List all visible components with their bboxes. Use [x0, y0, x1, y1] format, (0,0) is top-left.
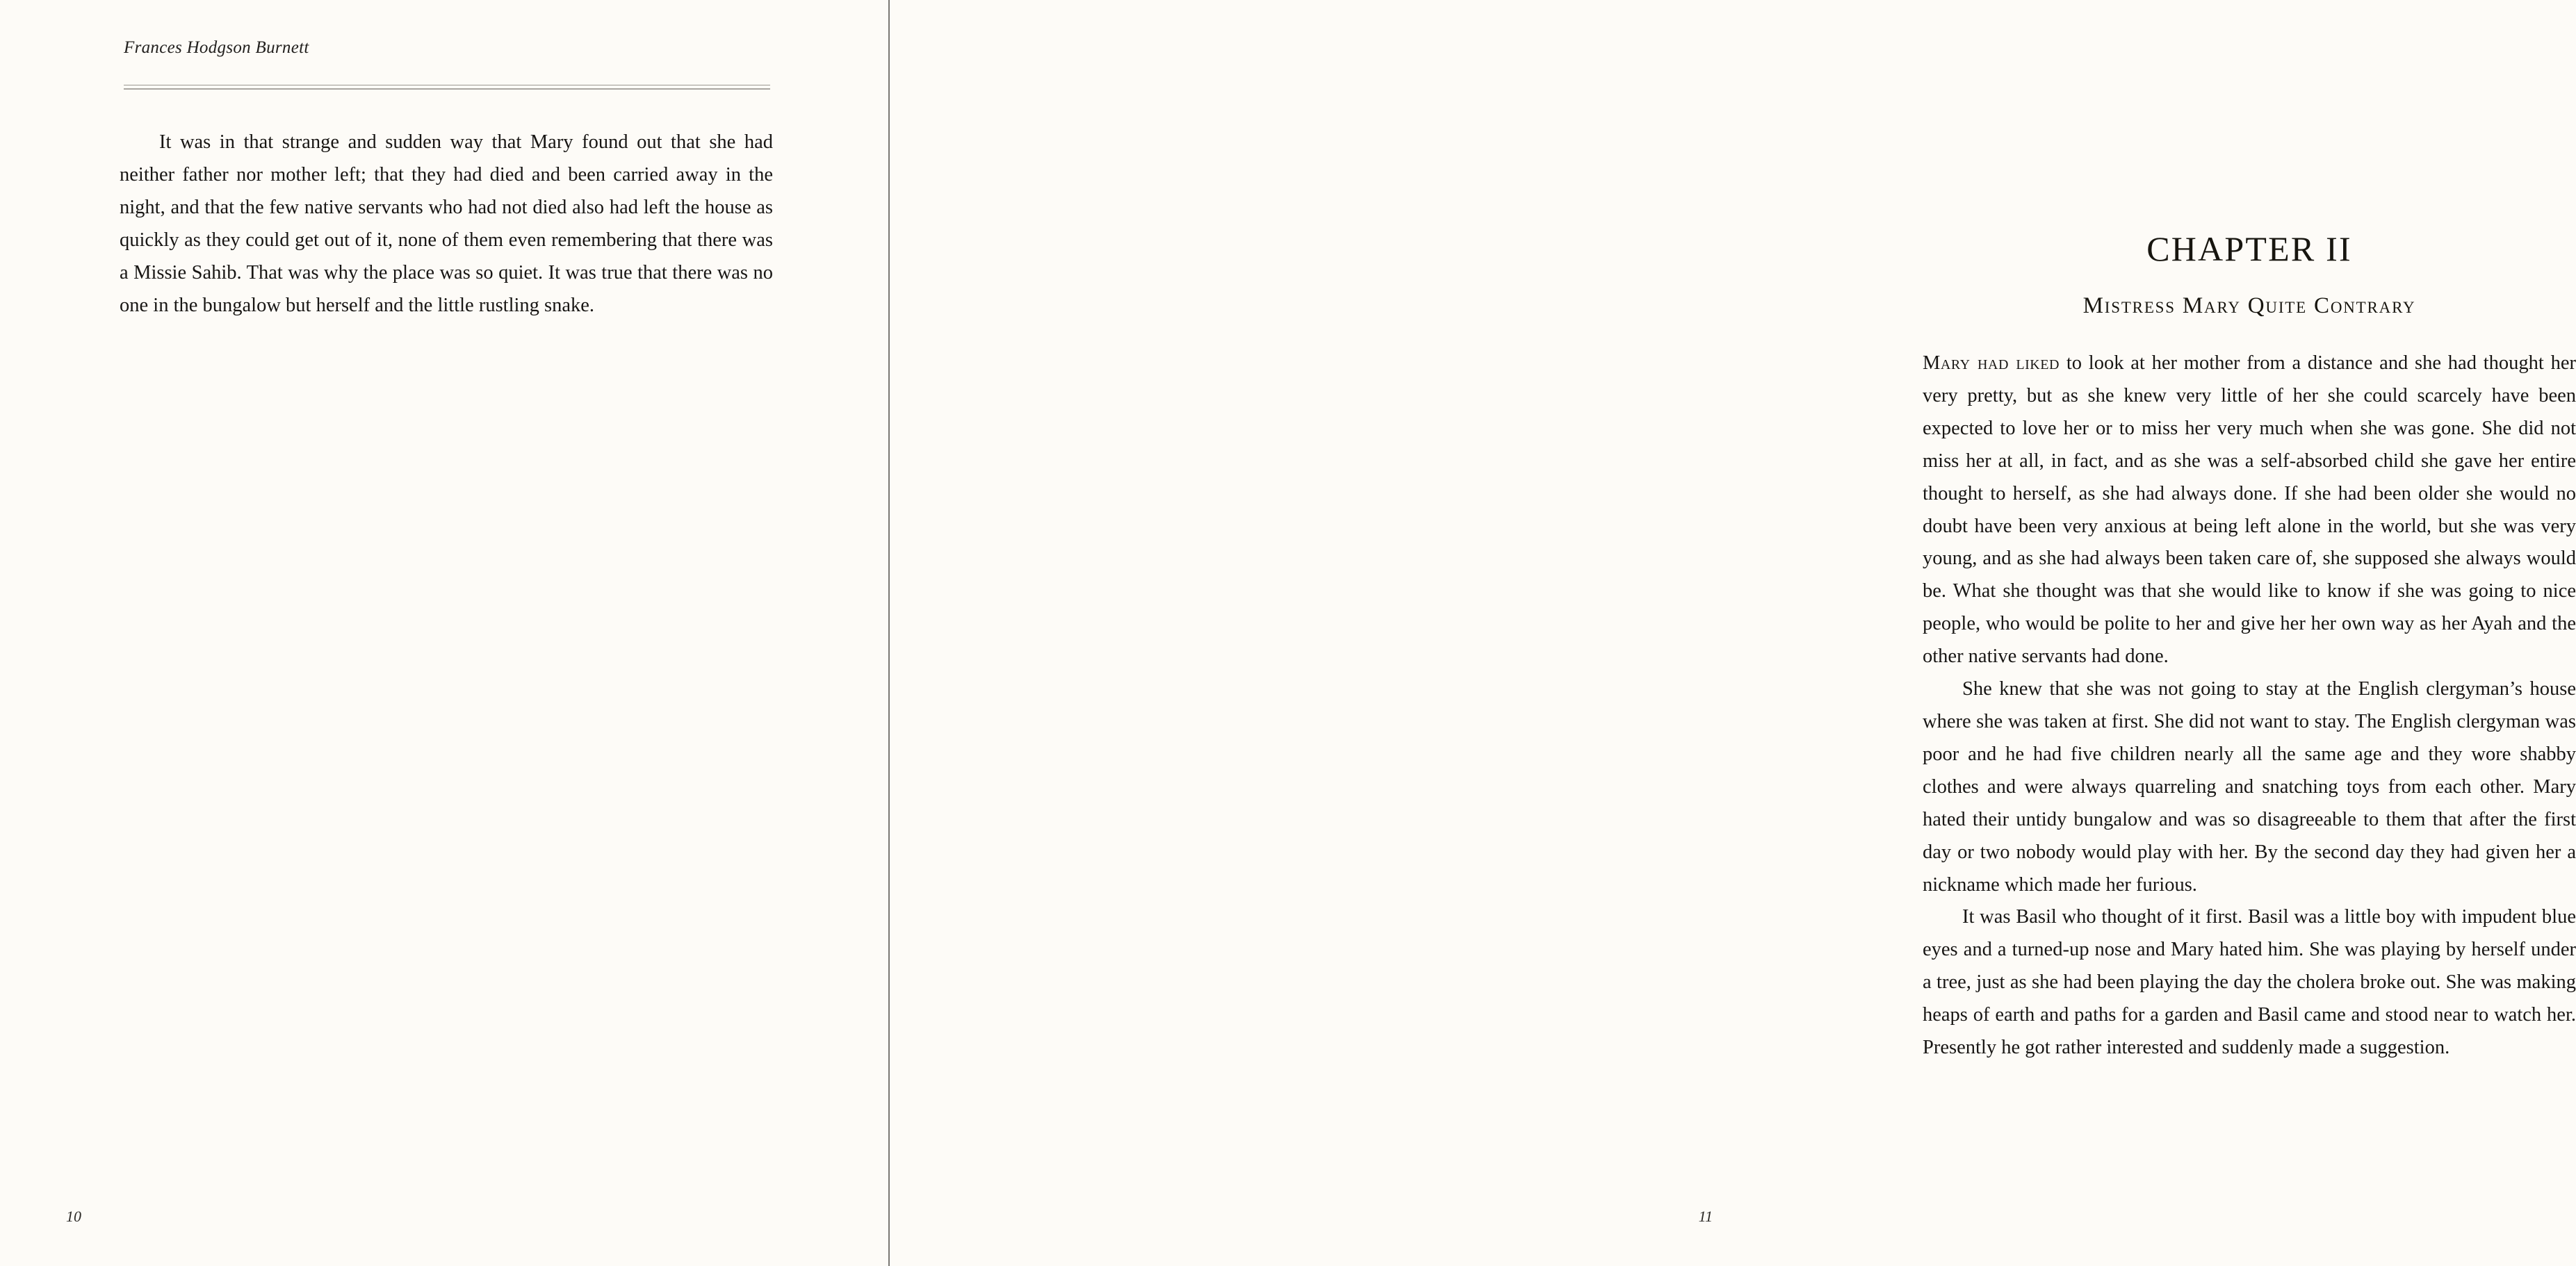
header-rule-bottom — [124, 88, 770, 90]
paragraph: It was Basil who thought of it first. Basil was a little boy with impudent blue eyes and a turned-up nose and Mary hated him. She was playing by herself under a tree, just as she had been playing the day the cholera broke out. She was making heaps of earth and paths for a garden and Basil came and stood near to watch her. Presently he got rather interested and suddenly made a suggestion. — [1923, 906, 2576, 1059]
recto-body-text — [1923, 347, 2576, 1064]
paragraph: It was in that strange and sudden way that Mary found out that she had neither father nor mother left; that they had died and been carried away in the night, and that the few native servants who had not died also had left the house as quickly as they could get out of it, none of them even remembering that there was a Missie Sahib. That was why the place was so quiet. It was true that there was no one in the bungalow but herself and the little rustling snake. — [120, 131, 773, 316]
folio-recto: 11 — [1698, 1208, 1713, 1225]
recto-page — [890, 0, 2576, 1266]
header-double-rule — [124, 85, 770, 90]
verso-page — [0, 0, 888, 1266]
opening-paragraph-rest: to look at her mother from a distance and she had thought her very pretty, but as she knew very little of her she could scarcely have been expected to love her or to miss her very much when she was gone. She did not miss her at all, in fact, and as she was a self-absorbed child she gave her entire thought to herself, as she had always done. If she had been older she would no doubt have been very anxious at being left alone in the world, but she was very young, and as she had always been taken care of, she supposed she always would be. What she thought was that she would like to know if she was going to nice people, who would be polite to her and give her her own way as her Ayah and the other native servants had done. — [1923, 352, 2576, 668]
chapter-number-heading: CHAPTER II — [2146, 229, 2352, 268]
running-head: Frances Hodgson Burnett — [124, 38, 309, 57]
paragraph: She knew that she was not going to stay at the English clergyman’s house where she was taken at first. She did not want to stay. The English clergyman was poor and he had five children nearly all the same age and they wore shabby clothes and were always quarreling and snatching toys from each other. Mary hated their untidy bungalow and was so disagreeable to them that after the first day or two nobody would play with her. By the second day they had given her a nickname which made her furious. — [1923, 678, 2576, 896]
verso-body-text — [120, 126, 773, 322]
opening-paragraph — [1923, 347, 2576, 673]
opening-smallcaps-phrase: Mary had liked — [1923, 352, 2060, 374]
chapter-title-heading: Mistress Mary Quite Contrary — [2082, 293, 2416, 318]
folio-verso: 10 — [66, 1208, 81, 1225]
